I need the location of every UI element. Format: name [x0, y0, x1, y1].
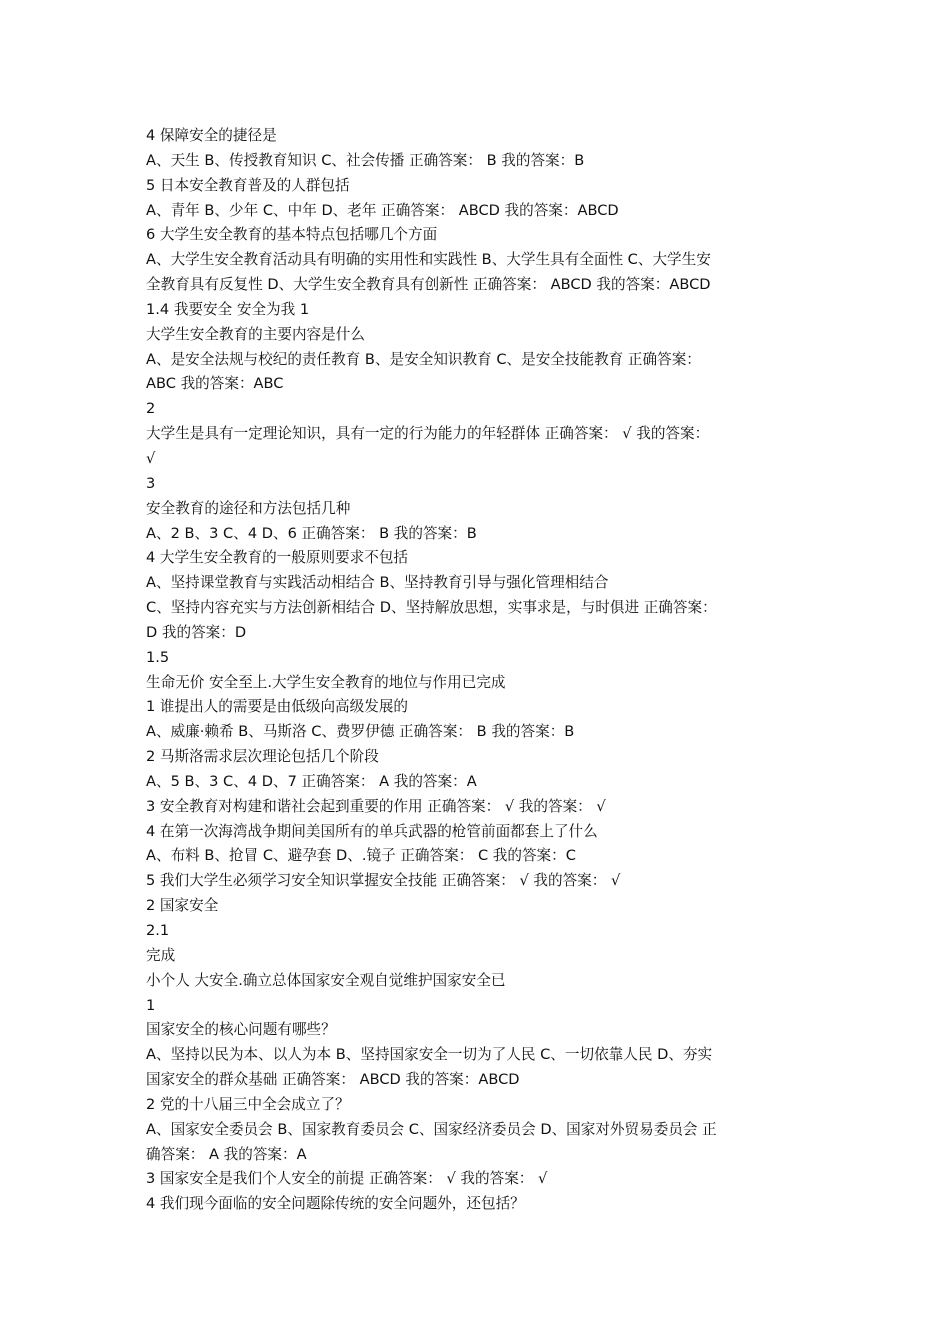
answer-options: A、坚持课堂教育与实践活动相结合 B、坚持教育引导与强化管理相结合: [146, 574, 609, 592]
answer-options: 确答案： A 我的答案：A: [146, 1145, 307, 1163]
section-heading: 2.1: [146, 922, 170, 939]
answer-options: D 我的答案：D: [146, 623, 247, 641]
answer-options: A、是安全法规与校纪的责任教育 B、是安全知识教育 C、是安全技能教育 正确答案：: [146, 350, 701, 368]
question-number: 3: [146, 474, 156, 492]
answer-options: A、坚持以民为本、以人为本 B、坚持国家安全一切为了人民 C、一切依靠人民 D、夯实: [146, 1046, 713, 1064]
answer-options: A、青年 B、少年 C、中年 D、老年 正确答案： ABCD 我的答案：ABCD: [146, 201, 619, 219]
question-number: 2: [146, 400, 156, 418]
answer-options: A、大学生安全教育活动具有明确的实用性和实践性 B、大学生具有全面性 C、大学生安: [146, 251, 711, 269]
question-title: 2 马斯洛需求层次理论包括几个阶段: [146, 748, 379, 766]
section-status: 完成: [146, 946, 176, 964]
question-title: 4 大学生安全教育的一般原则要求不包括: [146, 549, 409, 567]
answer-options: C、坚持内容充实与方法创新相结合 D、坚持解放思想，实事求是，与时俱进 正确答案：: [146, 599, 717, 617]
question-title: 5 日本安全教育普及的人群包括: [146, 176, 350, 194]
question-title: 安全教育的途径和方法包括几种: [146, 499, 351, 517]
answer-options: 国家安全的群众基础 正确答案： ABCD 我的答案：ABCD: [146, 1071, 520, 1089]
answer-options: ABC 我的答案：ABC: [146, 375, 284, 393]
question-title: 1 谁提出人的需要是由低级向高级发展的: [146, 698, 409, 716]
section-title: 小个人 大安全.确立总体国家安全观自觉维护国家安全已: [146, 971, 506, 989]
chapter-heading: 2 国家安全: [146, 897, 219, 915]
question-title: 3 安全教育对构建和谐社会起到重要的作用 正确答案： √ 我的答案： √: [146, 797, 606, 815]
answer-options: A、2 B、3 C、4 D、6 正确答案： B 我的答案：B: [146, 524, 477, 542]
answer-options: √: [146, 449, 156, 467]
document-page: [146, 124, 816, 1217]
question-title: 大学生是具有一定理论知识，具有一定的行为能力的年轻群体 正确答案： √ 我的答案：: [146, 425, 710, 443]
question-title: 6 大学生安全教育的基本特点包括哪几个方面: [146, 226, 438, 244]
answer-options: A、天生 B、传授教育知识 C、社会传播 正确答案： B 我的答案：B: [146, 151, 585, 169]
question-title: 4 保障安全的捷径是: [146, 127, 277, 144]
question-title: 5 我们大学生必须学习安全知识掌握安全技能 正确答案： √ 我的答案： √: [146, 872, 621, 890]
section-heading: 1.4 我要安全 安全为我 1: [146, 300, 310, 318]
question-title: 4 在第一次海湾战争期间美国所有的单兵武器的枪管前面都套上了什么: [146, 822, 598, 840]
answer-options: 全教育具有反复性 D、大学生安全教育具有创新性 正确答案： ABCD 我的答案：ABCD: [146, 276, 711, 294]
answer-options: A、布料 B、抢冒 C、避孕套 D、.镜子 正确答案： C 我的答案：C: [146, 847, 576, 865]
question-title: 3 国家安全是我们个人安全的前提 正确答案： √ 我的答案： √: [146, 1170, 548, 1188]
section-heading: 1.5: [146, 648, 170, 666]
question-title: 国家安全的核心问题有哪些？: [146, 1021, 336, 1039]
section-title: 生命无价 安全至上.大学生安全教育的地位与作用已完成: [146, 673, 506, 691]
question-number: 1: [146, 996, 156, 1014]
question-title: 4 我们现今面临的安全问题除传统的安全问题外，还包括？: [146, 1195, 525, 1213]
answer-options: A、威廉·赖希 B、马斯洛 C、费罗伊德 正确答案： B 我的答案：B: [146, 723, 575, 741]
answer-options: A、5 B、3 C、4 D、7 正确答案： A 我的答案：A: [146, 772, 477, 790]
answer-options: A、国家安全委员会 B、国家教育委员会 C、国家经济委员会 D、国家对外贸易委员会 正: [146, 1120, 717, 1138]
question-title: 2 党的十八届三中全会成立了？: [146, 1095, 350, 1113]
question-title: 大学生安全教育的主要内容是什么: [146, 325, 365, 343]
